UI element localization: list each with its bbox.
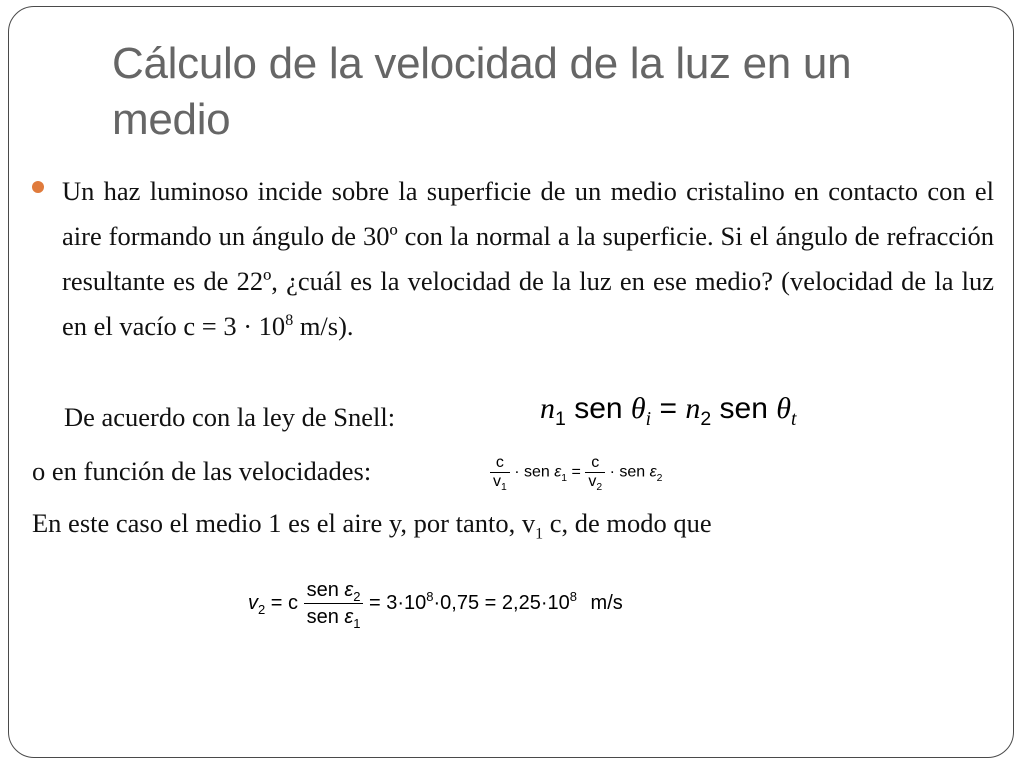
snell-label: De acuerdo con la ley de Snell: xyxy=(64,402,396,432)
fraction-c-over-v1: $\frac{c}{v_1}$ xyxy=(490,454,510,491)
velocities-equation: $\frac{c}{v_1}$ · sen $\varepsilon_1$ = $\frac{c}{v_2}$ · sen $\varepsilon_2$ xyxy=(490,454,662,491)
bullet-dot xyxy=(32,181,44,193)
snell-equation: $n_1$ sen $\theta_i = n_2$ sen $\theta_t$ xyxy=(540,392,797,430)
fraction-sen-ratio: $\frac{sen \varepsilon_2}{sen \varepsilon_1}$ xyxy=(304,577,364,630)
case-statement: En este caso el medio 1 es el aire y, por tanto, $v_1$ c, de modo que xyxy=(32,508,712,543)
fraction-c-over-v2: $\frac{c}{v_2}$ xyxy=(585,454,605,491)
velocities-label: o en función de las velocidades: xyxy=(32,456,372,486)
slide-title: Cálculo de la velocidad de la luz en un medio xyxy=(112,39,852,144)
problem-statement xyxy=(62,169,994,349)
problem-text: Un haz luminoso incide sobre la superficie de un medio cristalino en contacto con el aire formando un ángulo de 30º con la normal a la superficie. Si el ángulo de refracción resultante es de 22º, ¿cuál es la velocidad de la luz en ese medio? (velocidad de la luz en el vacío c = 3 · 10 xyxy=(62,176,994,341)
final-equation: $v_2 = c$ $\frac{sen \varepsilon_2}{sen \varepsilon_1}$ = $3\cdot 10^8\cdot 0,75 = 2,25\cdot 10^8$ m/s xyxy=(248,579,623,631)
problem-exponent: 8 xyxy=(285,312,294,329)
problem-tail: m/s). xyxy=(293,311,354,341)
